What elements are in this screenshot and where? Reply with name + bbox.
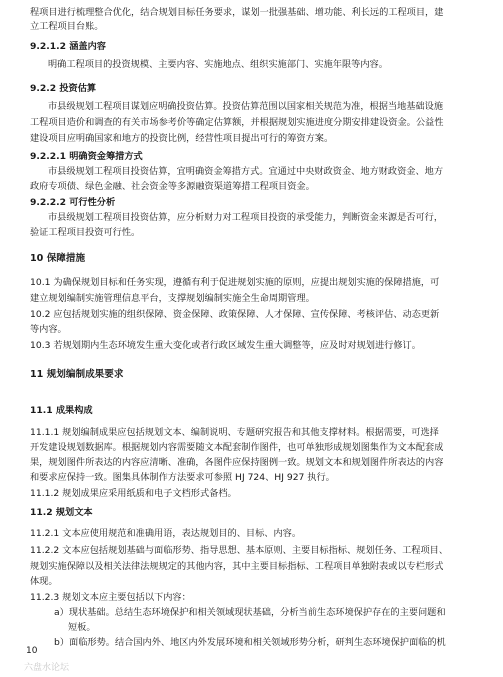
section-heading: 9.2.2 投资估算 — [30, 83, 97, 94]
body-text: 建立规划编制实施管理信息平台，支撑规划编制实施全生命周期管理。 — [30, 293, 315, 304]
chapter-heading: 10 保障措施 — [30, 253, 86, 264]
body-text: 果，规划图件所表达的内容应清晰、准确，各图件应保持图例一致。规划文本和规划图件所表达的内容 — [30, 457, 444, 468]
section-heading: 11.1 成果构成 — [30, 405, 93, 416]
body-text: 11.2.2 文本应包括规划基础与面临形势、指导思想、基本原则、主要目标指标、规划任务、工程项目、 — [30, 545, 449, 556]
body-text: 程项目进行梳理整合优化，结合规划目标任务要求，谋划一批强基础、增功能、利长远的工程项目，建 — [30, 7, 444, 18]
body-text: 短板。 — [68, 622, 96, 633]
body-text: 规划实施保障以及相关法律法规规定的其他内容，其中主要目标指标、工程项目单独附表或以专栏形式 — [30, 561, 444, 572]
body-text: 等内容。 — [30, 324, 67, 335]
body-text: 10.2 应包括规划实施的组织保障、资金保障、政策保障、人才保障、宣传保障、考核评估、动态更新 — [30, 309, 440, 320]
page-number: 10 — [26, 646, 38, 656]
section-heading: 9.2.2.2 可行性分析 — [30, 197, 116, 208]
body-text: 11.1.1 规划编制成果应包括规划文本、编制说明、专题研究报告和其他支撑材料。根据需要，可选择 — [30, 427, 439, 438]
body-text: 工程项目造价和调查的有关市场参考价等确定估算额，并根据规划实施进度分期安排建设资金。公益性 — [30, 117, 444, 128]
body-text: 政府专项债、绿色金融、社会资金等多源融资渠道筹措工程项目资金。 — [30, 181, 315, 192]
forum-watermark: 六盘水论坛 — [24, 663, 70, 673]
body-text: 立工程项目台账。 — [30, 21, 104, 32]
body-text: 和要求应保持一致。图集具体制作方法要求可参照 HJ 724、HJ 927 执行。 — [30, 472, 335, 483]
section-heading: 9.2.2.1 明确资金筹措方式 — [30, 151, 143, 162]
body-text: 建设项目应明确国家和地方的投资比例，经营性项目提出可行的筹资方案。 — [30, 133, 334, 144]
chapter-heading: 11 规划编制成果要求 — [30, 369, 124, 380]
body-text: 市县级规划工程项目投资估算，宜明确资金筹措方式。宜通过中央财政资金、地方财政资金、地方 — [48, 166, 444, 177]
body-text: 体现。 — [30, 576, 58, 587]
body-text: 10.1 为确保规划目标和任务实现，遵循有利于促进规划实施的原则，应提出规划实施的保障措施，可 — [30, 277, 440, 288]
list-item: a）现状基础。总结生态环境保护和相关领域现状基础，分析当前生态环境保护存在的主要问题和 — [54, 607, 446, 618]
section-heading: 11.2 规划文本 — [30, 507, 93, 518]
body-text: 开发建设规划数据库。根据规划内容需要随文本配套制作图件，也可单独形成规划图集作为文本配套成 — [30, 442, 444, 453]
body-text: 11.2.3 规划文本应主要包括以下内容： — [30, 592, 191, 603]
body-text: 明确工程项目的投资规模、主要内容、实施地点、组织实施部门、实施年限等内容。 — [48, 59, 388, 70]
body-text: 验证工程项目投资可行性。 — [30, 227, 141, 238]
section-heading: 9.2.1.2 涵盖内容 — [30, 41, 106, 52]
body-text: 11.1.2 规划成果应采用纸质和电子文档形式备档。 — [30, 488, 237, 499]
body-text: 11.2.1 文本应使用规范和准确用语，表达规划目的、目标、内容。 — [30, 528, 302, 539]
body-text: 10.3 若规划期内生态环境发生重大变化或者行政区域发生重大调整等，应及时对规划进行修订。 — [30, 340, 421, 351]
body-text: 市县级规划工程项目投资估算，应分析财力对工程项目投资的承受能力，判断资金来源是否可行， — [48, 212, 444, 223]
body-text: 市县级规划工程项目谋划应明确投资估算。投资估算范围以国家相关规范为准，根据当地基础设施 — [48, 101, 444, 112]
list-item: b）面临形势。结合国内外、地区内外发展环境和相关领域形势分析，研判生态环境保护面临的机 — [54, 637, 446, 648]
